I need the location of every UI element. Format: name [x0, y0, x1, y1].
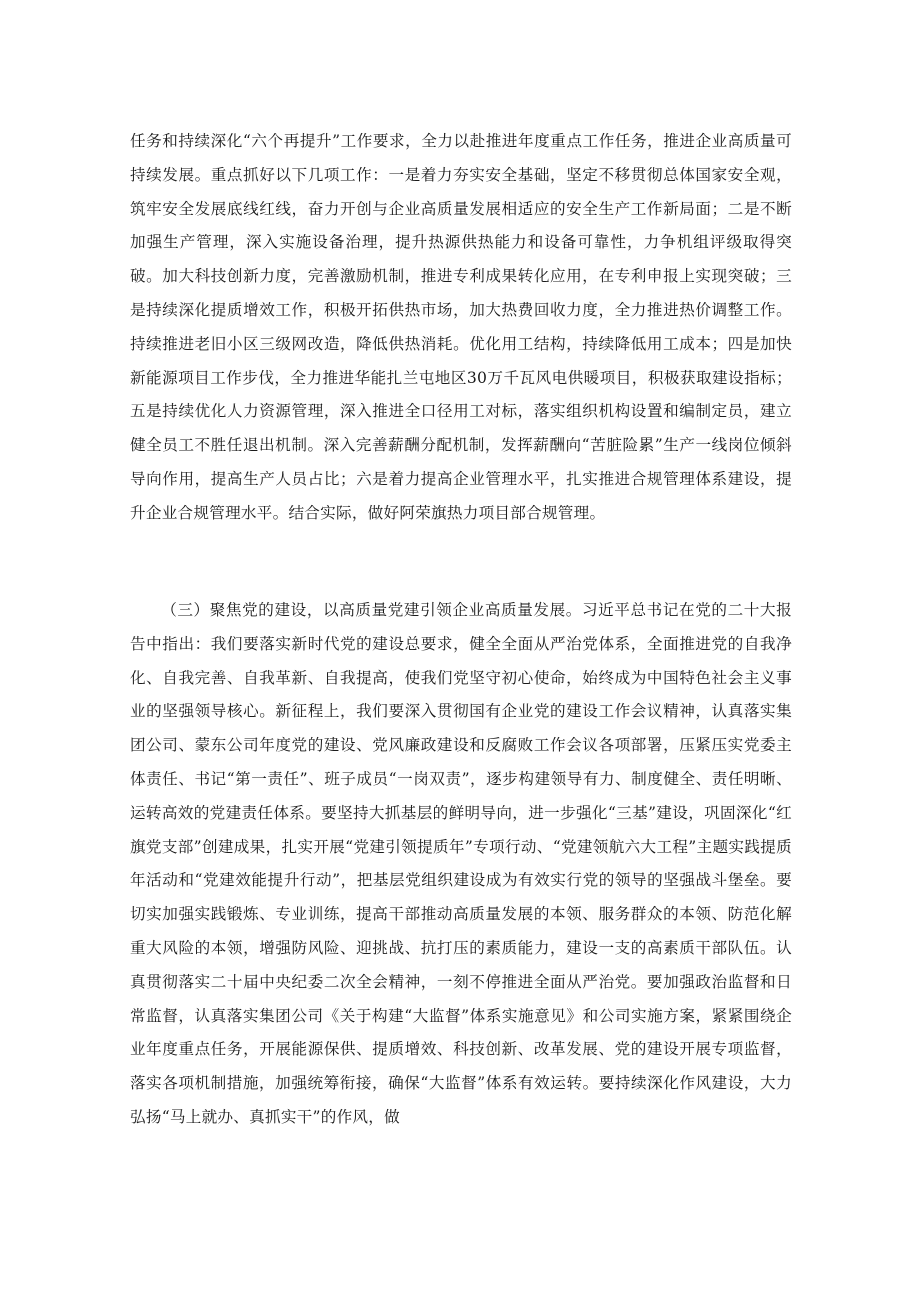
body-paragraph-continued: 任务和持续深化“六个再提升”工作要求，全力以赴推进年度重点工作任务，推进企业高质量可持续发展。重点抓好以下几项工作：一是着力夯实安全基础，坚定不移贯彻总体国家安全观，筑牢安全发展底线红线，奋力开创与企业高质量发展相适应的安全生产工作新局面；二是不断加强生产管理，深入实施设备治理，提升热源供热能力和设备可靠性，力争机组评级取得突破。加大科技创新力度，完善激励机制，推进专利成果转化应用，在专利申报上实现突破；三是持续深化提质增效工作，积极开拓供热市场，加大热费回收力度，全力推进热价调整工作。持续推进老旧小区三级网改造，降低供热消耗。优化用工结构，持续降低用工成本；四是加快新能源项目工作步伐，全力推进华能扎兰屯地区30万千瓦风电供暖项目，积极获取建设指标；五是持续优化人力资源管理，深入推进全口径用工对标，落实组织机构设置和编制定员，建立健全员工不胜任退出机制。深入完善薪酬分配机制，发挥薪酬向“苦脏险累”生产一线岗位倾斜导向作用，提高生产人员占比；六是着力提高企业管理水平，扎实推进合规管理体系建设，提升企业合规管理水平。结合实际，做好阿荣旗热力项目部合规管理。 — [130, 132, 792, 522]
body-paragraph-party-building: （三）聚焦党的建设，以高质量党建引领企业高质量发展。习近平总书记在党的二十大报告中指出：我们要落实新时代党的建设总要求，健全全面从严治党体系，全面推进党的自我净化、自我完善、自我革新、自我提高，使我们党坚守初心使命，始终成为中国特色社会主义事业的坚强领导核心。新征程上，我们要深入贯彻国有企业党的建设工作会议精神，认真落实集团公司、蒙东公司年度党的建设、党风廉政建设和反腐败工作会议各项部署，压紧压实党委主体责任、书记“第一责任”、班子成员“一岗双责”，逐步构建领导有力、制度健全、责任明晰、运转高效的党建责任体系。要坚持大抓基层的鲜明导向，进一步强化“三基”建设，巩固深化“红旗党支部”创建成果，扎实开展“党建引领提质年”专项行动、“党建领航六大工程”主题实践提质年活动和“党建效能提升行动”，把基层党组织建设成为有效实行党的领导的坚强战斗堡垒。要切实加强实践锻炼、专业训练，提高干部推动高质量发展的本领、服务群众的本领、防范化解重大风险的本领，增强防风险、迎挑战、抗打压的素质能力，建设一支的高素质干部队伍。认真贯彻落实二十届中央纪委二次全会精神，一刻不停推进全面从严治党。要加强政治监督和日常监督，认真落实集团公司《关于构建“大监督”体系实施意见》和公司实施方案，紧紧围绕企业年度重点任务，开展能源保供、提质增效、科技创新、改革发展、党的建设开展专项监督，落实各项机制措施，加强统筹衔接，确保“大监督”体系有效运转。要持续深化作风建设，大力弘扬“马上就办、真抓实干”的作风，做 — [130, 601, 792, 1126]
